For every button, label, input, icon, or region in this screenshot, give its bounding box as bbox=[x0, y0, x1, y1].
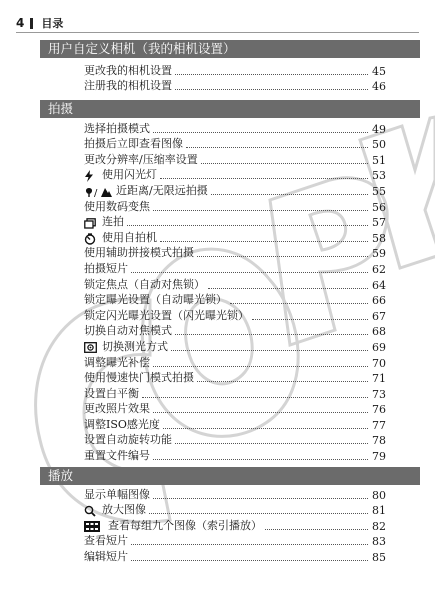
toc-entry[interactable]: 切换测光方式 69 bbox=[84, 338, 386, 354]
toc-entry[interactable]: 设置自动旋转功能 78 bbox=[84, 433, 386, 448]
header-rule bbox=[16, 32, 419, 33]
continuous-shooting-icon bbox=[84, 217, 100, 229]
page-header bbox=[16, 16, 419, 30]
toc-entry[interactable]: 使用闪光灯 53 bbox=[84, 167, 386, 183]
toc-list-shooting bbox=[84, 120, 386, 463]
toc-entry[interactable]: 拍摄短片 62 bbox=[84, 261, 386, 276]
header-divider bbox=[30, 18, 33, 29]
toc-entry[interactable]: 编辑短片 85 bbox=[84, 549, 386, 564]
toc-entry[interactable]: 使用自拍机 58 bbox=[84, 229, 386, 245]
toc-entry[interactable]: 使用数码变焦 56 bbox=[84, 199, 386, 214]
toc-entry[interactable]: 锁定曝光设置（自动曝光锁） 66 bbox=[84, 293, 386, 308]
toc-entry[interactable]: 使用辅助拼接模式拍摄 59 bbox=[84, 246, 386, 261]
self-timer-icon bbox=[84, 233, 100, 245]
toc-entry[interactable]: 更改分辨率/压缩率设置 51 bbox=[84, 152, 386, 167]
toc-entry[interactable]: 放大图像 81 bbox=[84, 502, 386, 518]
toc-entry[interactable]: 切换自动对焦模式 68 bbox=[84, 324, 386, 339]
toc-entry[interactable]: 调整ISO感光度 77 bbox=[84, 417, 386, 432]
toc-list-playback bbox=[84, 486, 386, 564]
toc-entry[interactable]: 锁定闪光曝光设置（闪光曝光锁） 67 bbox=[84, 308, 386, 323]
toc-entry[interactable]: 连拍 57 bbox=[84, 214, 386, 230]
page-title: 目录 bbox=[41, 17, 64, 30]
toc-entry[interactable]: 设置白平衡 73 bbox=[84, 386, 386, 401]
toc-entry[interactable]: 更改照片效果 76 bbox=[84, 402, 386, 417]
toc-entry[interactable]: 调整曝光补偿 70 bbox=[84, 355, 386, 370]
toc-entry[interactable]: 注册我的相机设置 46 bbox=[84, 79, 386, 94]
toc-entry[interactable]: 更改我的相机设置 45 bbox=[84, 63, 386, 78]
toc-entry[interactable]: / 近距离/无限远拍摄 55 bbox=[84, 182, 386, 198]
section-header-playback: 播放 bbox=[40, 467, 420, 485]
macro-infinity-icon bbox=[84, 186, 114, 198]
toc-entry[interactable]: 拍摄后立即查看图像 50 bbox=[84, 137, 386, 152]
toc-entry[interactable]: 重置文件编号 79 bbox=[84, 449, 386, 464]
svg-text:/: / bbox=[94, 187, 98, 198]
section-header-my-camera: 用户自定义相机（我的相机设置） bbox=[40, 40, 420, 58]
toc-entry[interactable]: 查看每组九个图像（索引播放） 82 bbox=[84, 517, 386, 533]
toc-entry[interactable]: 选择拍摄模式 49 bbox=[84, 121, 386, 136]
toc-entry[interactable]: 查看短片 83 bbox=[84, 534, 386, 549]
page-number: 4 bbox=[16, 16, 25, 30]
magnify-icon bbox=[84, 505, 100, 517]
toc-list-my-camera bbox=[84, 62, 386, 93]
index-playback-icon bbox=[84, 521, 106, 533]
metering-icon bbox=[84, 342, 100, 354]
toc-entry[interactable]: 显示单幅图像 80 bbox=[84, 487, 386, 502]
toc-entry[interactable]: 锁定焦点（自动对焦锁） 64 bbox=[84, 277, 386, 292]
toc-entry[interactable]: 使用慢速快门模式拍摄 71 bbox=[84, 371, 386, 386]
flash-icon bbox=[84, 170, 100, 182]
section-header-shooting: 拍摄 bbox=[40, 100, 420, 118]
